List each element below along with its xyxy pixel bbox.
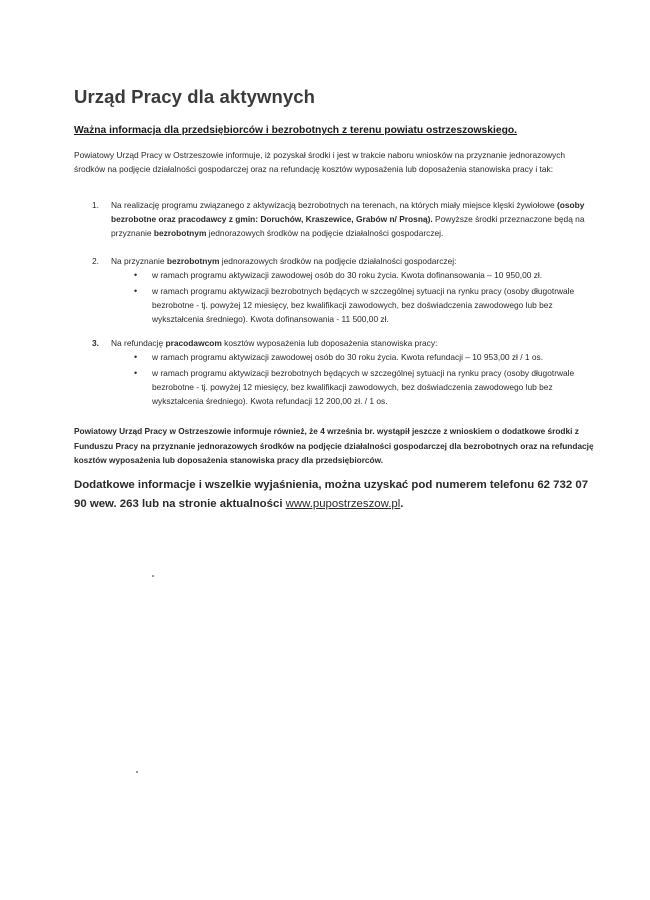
bullet-dot-icon: • (134, 368, 138, 378)
page-title: Urząd Pracy dla aktywnych (74, 86, 316, 107)
intro-paragraph: Powiatowy Urząd Pracy w Ostrzeszowie informuje, iż pozyskał środki i jest w trakcie naboru wniosków na przyznanie jednorazowych środków na podjęcie działalności gospodarczej oraz na refundację kosztów wyposażenia lub doposażenia stanowiska pracy i tak: (74, 150, 566, 175)
list-item-1: 1. Na realizację programu związanego z aktywizacją bezrobotnych na terenach, na których miały miejsce klęski żywiołowe (osoby bezrobotne oraz pracodawcy z gmin: Doruchów, Kraszewice, Grabów n/ Prosną). Powyższe środki przeznaczone będą na przyznanie bezrobotnym jednorazowych środków na podjęcie działalności gospodarczej. (92, 200, 585, 238)
bullet-item: • w ramach programu aktywizacji zawodowej osób do 30 roku życia. Kwota dofinansowania – 10 950,00 zł. (134, 270, 543, 280)
list-item-2: 2. Na przyznanie bezrobotnym jednorazowych środków na podjęcie działalności gospodarczej: • w ramach programu aktywizacji zawodowej osób do 30 roku życia. Kwota dofinansowania – 10 950,00 zł. • w ramach programu aktywizacji bezrobotnych będących w szczególnej sytuacji na rynku pracy (osoby długotrwale bezrobotne - tj. powyżej 12 miesięcy, bez kwalifikacji zawodowych, bez doświadczenia zawodowego lub bez wykształcenia średniego). Kwota dofinansowania - 11 500,00 zł. (74, 254, 594, 326)
bullet-item: • w ramach programu aktywizacji bezrobotnych będących w szczególnej sytuacji na rynku pracy (osoby długotrwale bezrobotne - tj. powyżej 12 miesięcy, bez kwalifikacji zawodowych, bez doświadczenia zawodowego lub bez wykształcenia średniego). Kwota dofinansowania - 11 500,00 zł. (134, 286, 575, 324)
list-number: 3. (92, 338, 99, 348)
bullet-item: • w ramach programu aktywizacji zawodowej osób do 30 roku życia. Kwota refundacji – 10 953,00 zł / 1 os. (134, 352, 544, 362)
scan-speck (152, 575, 154, 577)
bullet-dot-icon: • (134, 270, 138, 280)
scan-speck (136, 771, 138, 773)
list-number: 1. (92, 200, 99, 210)
bullet-item: • w ramach programu aktywizacji bezrobotnych będących w szczególnej sytuacji na rynku pracy (osoby długotrwale bezrobotne - tj. powyżej 12 miesięcy, bez kwalifikacji zawodowych, bez doświadczenia zawodowego lub bez wykształcenia średniego). Kwota refundacji 12 200,00 zł. / 1 os. (134, 368, 575, 406)
bullet-dot-icon: • (134, 352, 138, 362)
bullet-dot-icon: • (134, 286, 138, 296)
website-link[interactable]: www.pupostrzeszow.pl (285, 497, 401, 510)
contact-paragraph: Dodatkowe informacje i wszelkie wyjaśnienia, można uzyskać pod numerem telefonu 62 732 07 90 wew. 263 lub na stronie aktualności www.pupostrzeszow.pl. (74, 479, 589, 510)
page-subtitle: Ważna informacja dla przedsiębiorców i bezrobotnych z terenu powiatu ostrzeszowskiego. (74, 125, 518, 136)
list-item-3: 3. Na refundację pracodawcom kosztów wyposażenia lub doposażenia stanowiska pracy: • w ramach programu aktywizacji zawodowej osób do 30 roku życia. Kwota refundacji – 10 953,00 zł / 1 os. • w ramach programu aktywizacji bezrobotnych będących w szczególnej sytuacji na rynku pracy (osoby długotrwale bezrobotne - tj. powyżej 12 miesięcy, bez kwalifikacji zawodowych, bez doświadczenia zawodowego lub bez wykształcenia średniego). Kwota refundacji 12 200,00 zł. / 1 os. (74, 336, 594, 408)
notice-paragraph: Powiatowy Urząd Pracy w Ostrzeszowie informuje również, że 4 września br. wystąpił jeszcze z wnioskiem o dodatkowe środki z Funduszu Pracy na przyznanie jednorazowych środków na podjęcie działalności gospodarczej dla bezrobotnych oraz na refundację kosztów wyposażenia lub doposażenia stanowiska pracy dla przedsiębiorców. (74, 426, 594, 465)
list-number: 2. (92, 256, 99, 266)
